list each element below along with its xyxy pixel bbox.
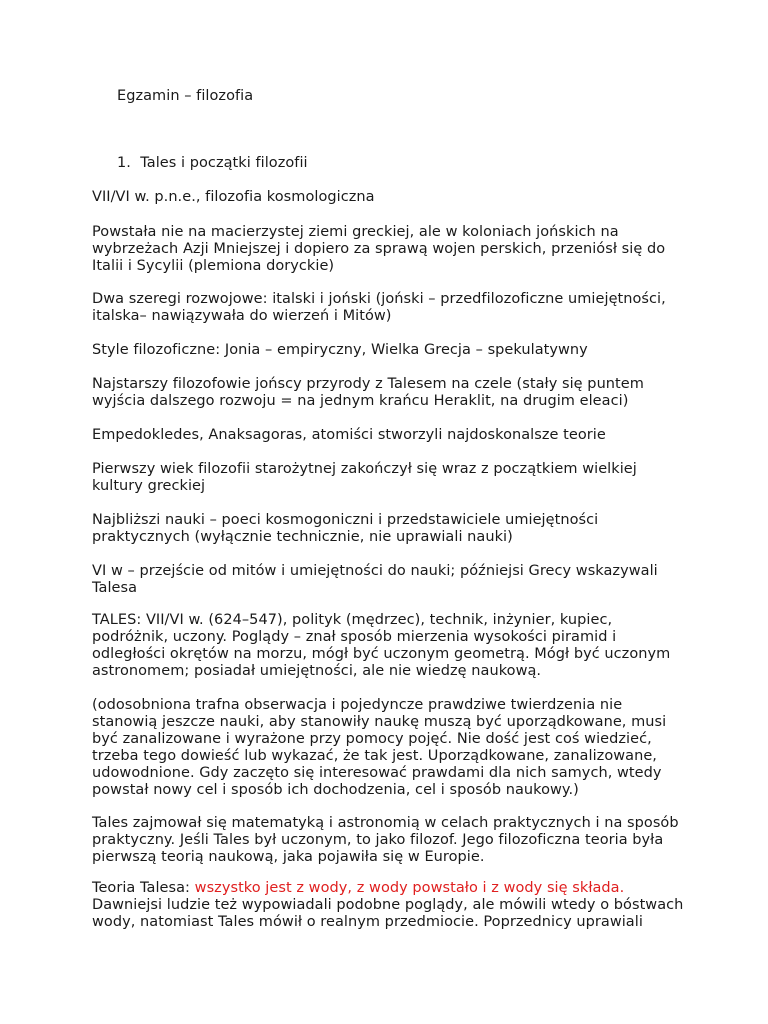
paragraph-development: Dwa szeregi rozwojowe: italski i joński (joński – przedfilozoficzne umiejętności, italska– nawiązywała do wierzeń i Mitów) [92,291,666,324]
heading-text: Tales i początki filozofii [140,155,308,171]
paragraph-theory [92,880,692,931]
paragraph-origin: Powstała nie na macierzystej ziemi greckiej, ale w koloniach jońskich na wybrzeżach Azji Mniejszej i dopiero za sprawą wojen perskich, przeniósł się do Italii i Sycylii (plemiona doryckie) [92,224,666,274]
paragraph-ionian: Najstarszy filozofowie jońscy przyrody z Talesem na czele (stały się puntem wyjścia dalszego rozwoju = na jednym krańcu Heraklit, na drugim eleaci) [92,376,644,409]
heading-number: 1. [117,155,131,171]
paragraph-styles: Style filozoficzne: Jonia – empiryczny, Wielka Grecja – spekulatywny [92,342,588,358]
paragraph-empedocles: Empedokledes, Anaksagoras, atomiści stworzyli najdoskonalsze teorie [92,427,606,443]
theory-label: Teoria Talesa: [92,880,195,896]
paragraph-first-century: Pierwszy wiek filozofii starożytnej zakończył się wraz z początkiem wielkiej kultury greckiej [92,461,637,494]
document-title: Egzamin – filozofia [117,88,254,104]
theory-highlight: wszystko jest z wody, z wody powstało i z wody się składa. [194,880,625,896]
paragraph-transition: VI w – przejście od mitów i umiejętności do nauki; późniejsi Grecy wskazywali Talesa [92,563,658,596]
section-heading [117,155,717,172]
paragraph-mathematics: Tales zajmował się matematyką i astronomią w celach praktycznych i na sposób praktyczny. Jeśli Tales był uczonym, to jako filozof. Jego filozoficzna teoria była pierwszą teorią naukową, jaka pojawiła się w Europie. [92,815,679,865]
paragraph-tales: TALES: VII/VI w. (624–547), polityk (mędrzec), technik, inżynier, kupiec, podróżnik, uczony. Poglądy – znał sposób mierzenia wysokości piramid i odległości okrętów na morzu, mógł być uczonym geometrą. Mógł być uczonym astronomem; posiadał umiejętności, ale nie wiedzę naukową. [92,612,671,679]
theory-continuation: Dawniejsi ludzie też wypowiadali podobne poglądy, ale mówili wtedy o bóstwach wody, natomiast Tales mówił o realnym przedmiocie. Poprzednicy uprawiali [92,897,684,930]
paragraph-period: VII/VI w. p.n.e., filozofia kosmologiczna [92,189,375,205]
paragraph-science: (odosobniona trafna obserwacja i pojedyncze prawdziwe twierdzenia nie stanowią jeszcze nauki, aby stanowiły naukę muszą być uporządkowane, musi być zanalizowane i wyrażone przy pomocy pojęć. Nie dość jest coś wiedzieć, trzeba tego dowieść lub wykazać, że tak jest. Uporządkowane, zanalizowane, udowodnione. Gdy zaczęto się interesować prawdami dla nich samych, wtedy powstał nowy cel i sposób ich dochodzenia, cel i sposób naukowy.) [92,697,667,798]
paragraph-nearest: Najbliższi nauki – poeci kosmogoniczni i przedstawiciele umiejętności praktycznych (wyłącznie technicznie, nie uprawiali nauki) [92,512,599,545]
